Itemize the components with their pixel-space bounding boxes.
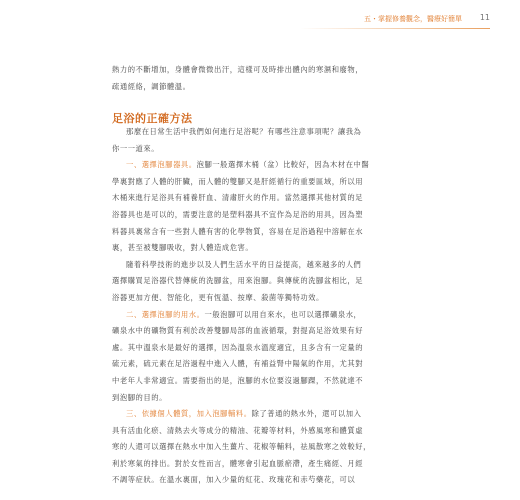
text-line: 礦泉水中的礦物質有利於改善雙腳局部的血液循環，對提高足浴效果有好	[112, 326, 364, 336]
text-line: 浴器具也是可以的，需要注意的是塑料器具不宜作為足浴的用具，因為塑	[112, 209, 364, 219]
point-label: 二、選擇泡腳的用水。	[126, 309, 205, 319]
intro-paragraph	[112, 62, 384, 95]
point-label: 三、依據個人體質，加入泡腳輔料。	[126, 409, 252, 419]
text-line: 隨着科學技術的進步以及人們生活水平的日益提高，越來越多的人們	[126, 259, 362, 269]
point-text: 除了普通的熱水外，還可以加入	[251, 409, 362, 419]
text-line: 利於寒氣的排出。對於女性而言，體寒會引起血脈瘀滯，產生痛經、月經	[112, 458, 364, 468]
point-first-line	[112, 406, 384, 423]
text-line: 料器具裏常含有一些對人體有害的化學物質，容易在足浴過程中溶解在水	[112, 226, 364, 236]
text-line: 不調等症狀。在溫水裏面，加入少量的紅花、玫瑰花和赤芍藥花，可以	[112, 475, 356, 485]
text-line: 那麼在日常生活中我們如何進行足浴呢？有哪些注意事項呢？讓我為	[126, 127, 362, 136]
text-line: 到泡腳的目的。	[112, 392, 167, 402]
text-line: 選擇購買足浴器代替傳統的洗腳盆，用來泡腳。與傳統的洗腳盆相比，足	[112, 276, 364, 286]
text-line: 裏，甚至被雙腳吸收，對人體造成危害。	[112, 243, 254, 253]
text-line: 疏通經絡，調節體溫。	[112, 81, 191, 91]
text-line: 木桶來進行足浴具有補養肝血、清肅肝火的作用。當然選擇其他材質的足	[112, 193, 364, 203]
page-number: 11	[479, 13, 490, 22]
chapter-title: 五・掌握修養觀念，醫療好簡單	[364, 15, 462, 23]
point-first-line	[112, 307, 384, 324]
text-line: 寒的人還可以選擇在熱水中加入生薑片、花椒等輔料，祛風散寒之效較好，	[112, 442, 371, 452]
text-line: 熱力的不斷增加，身體會微微出汗，這樣可及時排出體內的寒濕和廢物，	[112, 65, 364, 74]
text-line: 硫元素，硫元素在足浴過程中進入人體，有補益腎中陽氣的作用，尤其對	[112, 359, 364, 369]
section-heading: 足浴的正確方法	[112, 112, 193, 125]
point-text: 泡腳一般選擇木桶（盆）比較好，因為木材在中醫	[196, 160, 370, 170]
section-body	[112, 124, 384, 489]
header-rule	[300, 28, 490, 29]
text-line: 浴器更加方便、智能化，更有恆溫、按摩、殺菌等獨特功效。	[112, 292, 324, 302]
running-head	[300, 12, 490, 28]
point-text: 一般泡腳可以用自來水，也可以選擇礦泉水，	[204, 309, 362, 319]
text-line: 具有活血化瘀、清熱去火等成分的精油、花瓣等材料，外感風寒和體質虛	[112, 425, 364, 435]
text-line: 處。其中溫泉水是最好的選擇，因為溫泉水溫度適宜，且多含有一定量的	[112, 342, 364, 352]
text-line: 你一一道來。	[112, 143, 160, 153]
text-line: 學裏對應了人體的肝臟，而人體的雙腳又是肝經循行的重要區域，所以用	[112, 176, 364, 186]
text-line: 中老年人非常適宜。需要指出的是，泡腳的水位要沒過腳踝，不然就達不	[112, 375, 364, 385]
point-label: 一、選擇泡腳器具。	[126, 160, 197, 170]
point-first-line	[112, 157, 384, 174]
